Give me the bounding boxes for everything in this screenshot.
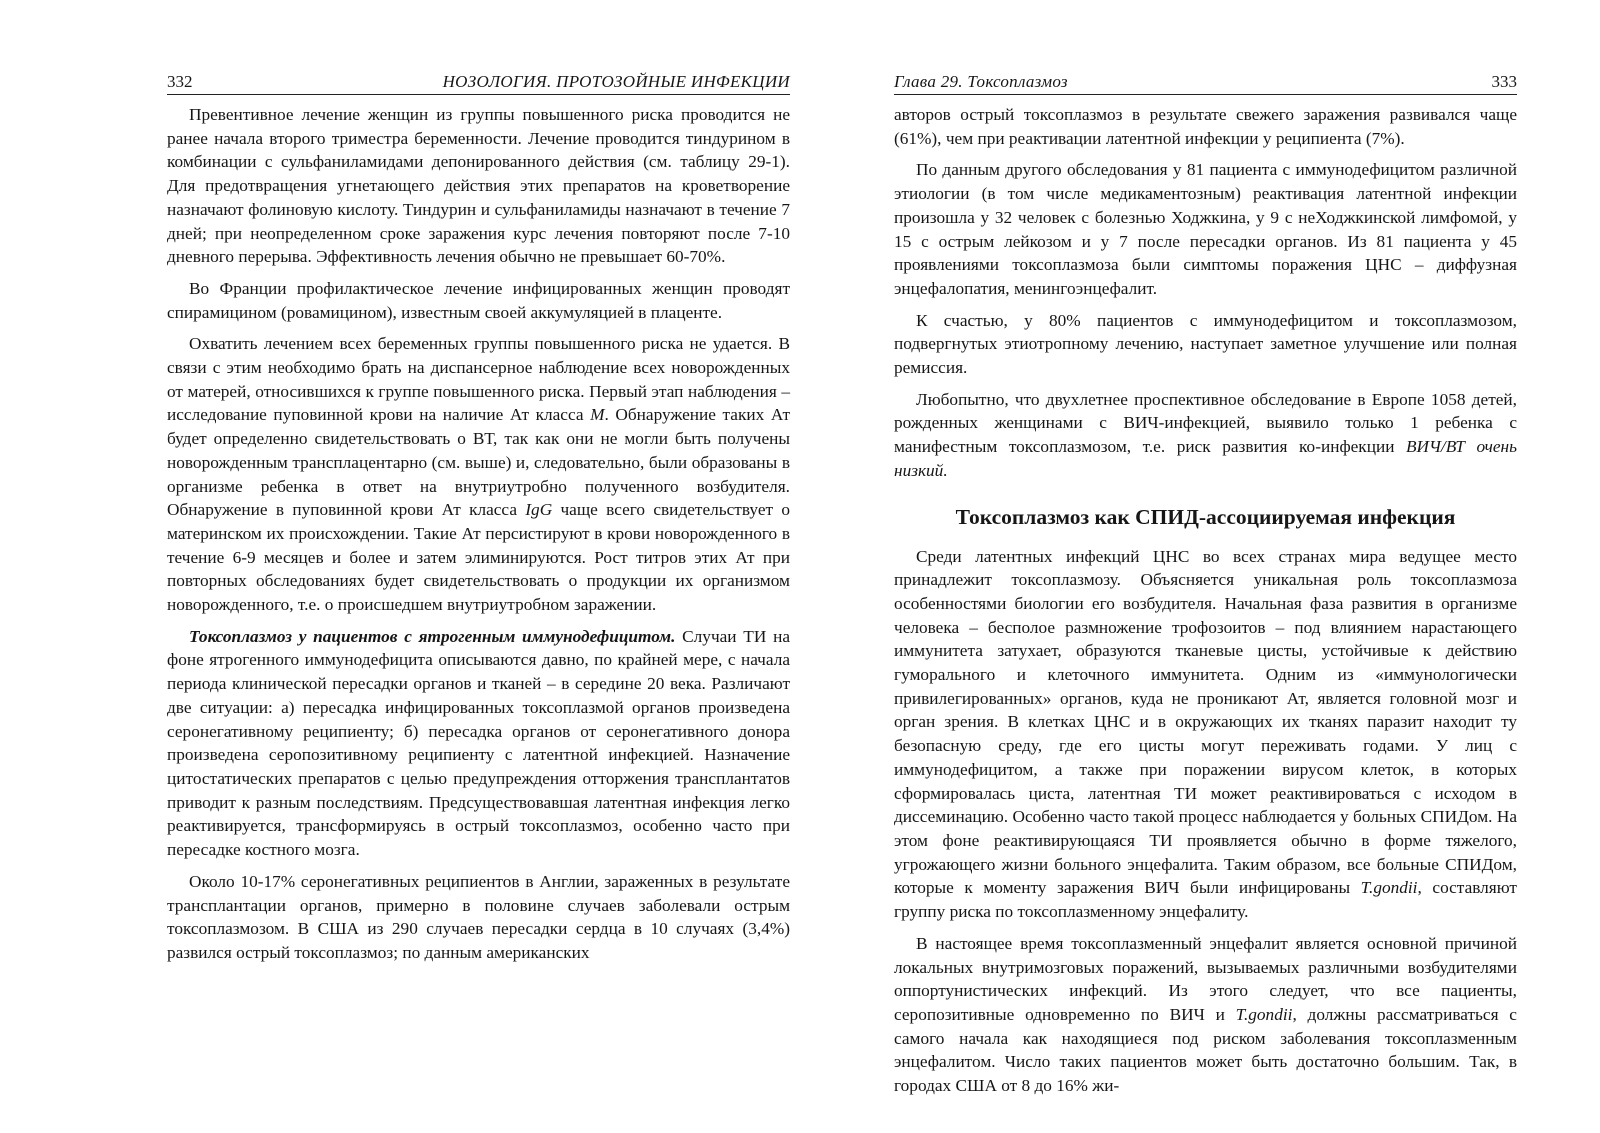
text-run: Охватить лечением всех беременных группы повышенного риска не удается. В связи с этим необходимо брать на диспансерное наблюдение всех новорожденных от матерей, относившихся к группе повышенного риска. Первый этап наблюдения – исследование пуповинной крови на наличие Ат класса [167, 334, 790, 425]
paragraph [167, 625, 790, 862]
text-run: , должны рассматриваться с самого начала как находящиеся под риском заболевания токсоплазменным энцефалитом. Число таких пациентов может быть достаточно большим. Так, в городах США от 8 до 16% жи- [894, 1004, 1517, 1096]
italic-term: T.gondii [1360, 878, 1418, 898]
section-heading: Токсоплазмоз как СПИД-ассоциируемая инфекция [955, 504, 1456, 529]
text-run: , составляют группу риска по токсоплазменному энцефалиту. [894, 878, 1517, 922]
paragraph: Во Франции профилактическое лечение инфицированных женщин проводят спирамицином (ровамицином), известным своей аккумуляцией в плаценте. [167, 278, 790, 322]
paragraph: Превентивное лечение женщин из группы повышенного риска проводится не ранее начала второго триместра беременности. Лечение проводится тиндурином в комбинации с сульфаниламидами депонированного действия (см. таблицу 29-1). Для предотвращения угнетающего действия этих препаратов на кроветворение назначают фолиновую кислоту. Тиндурин и сульфаниламиды назначают в течение 7 дней; при неопределенном сроке заражения курс лечения повторяют после 7-10 дневного перерыва. Эффективность лечения обычно не превышает 60-70%. [167, 105, 790, 267]
text-run: . Обнаружение таких Ат будет определенно свидетельствовать о ВТ, так как они не могли быть получены новорожденным трансплацентарно (см. выше) и, следовательно, были образованы в организме ребенка в ответ на внутриутробно полученного возбудителя. Обнаружение в пуповинной крови Ат класса [167, 405, 790, 520]
page-number: 332 [167, 72, 193, 91]
paragraph [894, 388, 1517, 483]
paragraph: авторов острый токсоплазмоз в результате свежего заражения развивался чаще (61%), чем при реактивации латентной инфекции у реципиента (7%). [894, 105, 1517, 148]
left-page-body [167, 103, 790, 973]
paragraph [167, 332, 790, 616]
right-page-body [894, 103, 1517, 1106]
paragraph [894, 932, 1517, 1098]
page-number: 333 [1491, 72, 1517, 91]
text-run: чаще всего свидетельствует о материнском их происхождении. Такие Ат персистируют в крови новорожденного в течение 6-9 месяцев и более и затем элиминируются. Рост титров этих Ат при повторных обследованиях будет свидетельствовать о продукции их организмом новорожденного, т.е. о происшедшем внутриутробном заражении. [167, 500, 790, 615]
text-run: В настоящее время токсоплазменный энцефалит является основной причиной локальных внутримозговых поражений, вызываемых различными возбудителями оппортунистических инфекций. Из этого следует, что все пациенты, серопозитивные одновременно по ВИЧ и [894, 933, 1517, 1024]
paragraph: По данным другого обследования у 81 пациента с иммунодефицитом различной этиологии (в том числе медикаментозным) реактивация латентной инфекции произошла у 32 человек с болезнью Ходжкина, у 9 с неХоджкинской лимфомой, у 15 с острым лейкозом и у 7 после пересадки органов. Из 81 пациента у 45 проявлениями токсоплазмоза были симптомы поражения ЦНС – диффузная энцефалопатия, менингоэнцефалит. [894, 160, 1517, 298]
italic-term: IgG [525, 500, 553, 520]
left-page-header [167, 70, 790, 96]
running-title: НОЗОЛОГИЯ. ПРОТОЗОЙНЫЕ ИНФЕКЦИИ [442, 72, 790, 91]
paragraph: К счастью, у 80% пациентов с иммунодефицитом и токсоплазмозом, подвергнутых этиотропному лечению, наступает заметное улучшение или полная ремиссия. [894, 310, 1517, 378]
right-page-header [894, 70, 1517, 96]
italic-term: ВИЧ/ВТ очень низкий. [894, 437, 1517, 480]
text-run: Случаи ТИ на фоне ятрогенного иммунодефицита описываются давно, по крайней мере, с начала периода клинической пересадки органов и тканей – в середине 20 века. Различают две ситуации: а) пересадка инфицированных токсоплазмой органов произведена серонегативному реципиенту; б) пересадка органов от серонегативного донора произведена серопозитивному реципиенту с латентной инфекцией. Назначение цитостатических препаратов с целью предупреждения отторжения трансплантатов приводит к разным последствиям. Предсуществовавшая латентная инфекция легко реактивируется, трансформируясь в острый токсоплазмоз, особенно часто при пересадке костного мозга. [167, 626, 790, 860]
header-rule [894, 94, 1517, 95]
text-run: Среди латентных инфекций ЦНС во всех странах мира ведущее место принадлежит токсоплазмозу. Объясняется уникальная роль токсоплазмоза особенностями биологии его возбудителя. Начальная фаза развития в организме человека – бесполое размножение трофозоитов – под влиянием нарастающего иммунитета затухает, образуются тканевые цисты, устойчивые к действию гуморального и клеточного иммунитета. Одним из «иммунологически привилегированных» органов, куда не проникают Ат, является головной мозг и орган зрения. В клетках ЦНС и в окружающих их тканях паразит находит ту безопасную среду, где его цисты могут переживать годами. У лиц с иммунодефицитом, а также при поражении вирусом клеток, в которых сформировалась циста, латентная ТИ может реактивироваться с исходом в диссеминацию. Особенно часто такой процесс наблюдается у больных СПИДом. На этом фоне реактивирующаяся ТИ проявляется обычно в форме тяжелого, угрожающего жизни больного энцефалита. Таким образом, все больные СПИДом, которые к моменту заражения ВИЧ были инфицированы [894, 546, 1517, 898]
paragraph: Около 10-17% серонегативных реципиентов в Англии, зараженных в результате трансплантации органов, примерно в половине случаев заболевали острым токсоплазмозом. В США из 290 случаев пересадки сердца в 10 случаях (3,4%) развился острый токсоплазмоз; по данным американских [167, 871, 790, 962]
italic-term: M [590, 405, 605, 425]
text-run: Любопытно, что двухлетнее проспективное обследование в Европе 1058 детей, рожденных женщинами с ВИЧ-инфекцией, выявило только 1 ребенка с манифестным токсоплазмозом, т.е. риск развития ко-инфекции [894, 389, 1517, 457]
running-title: Глава 29. Токсоплазмоз [894, 72, 1068, 91]
run-in-heading: Токсоплазмоз у пациентов с ятрогенным иммунодефицитом. [189, 626, 676, 646]
italic-term: T.gondii [1235, 1004, 1293, 1024]
paragraph [894, 545, 1517, 924]
header-rule [167, 94, 790, 95]
